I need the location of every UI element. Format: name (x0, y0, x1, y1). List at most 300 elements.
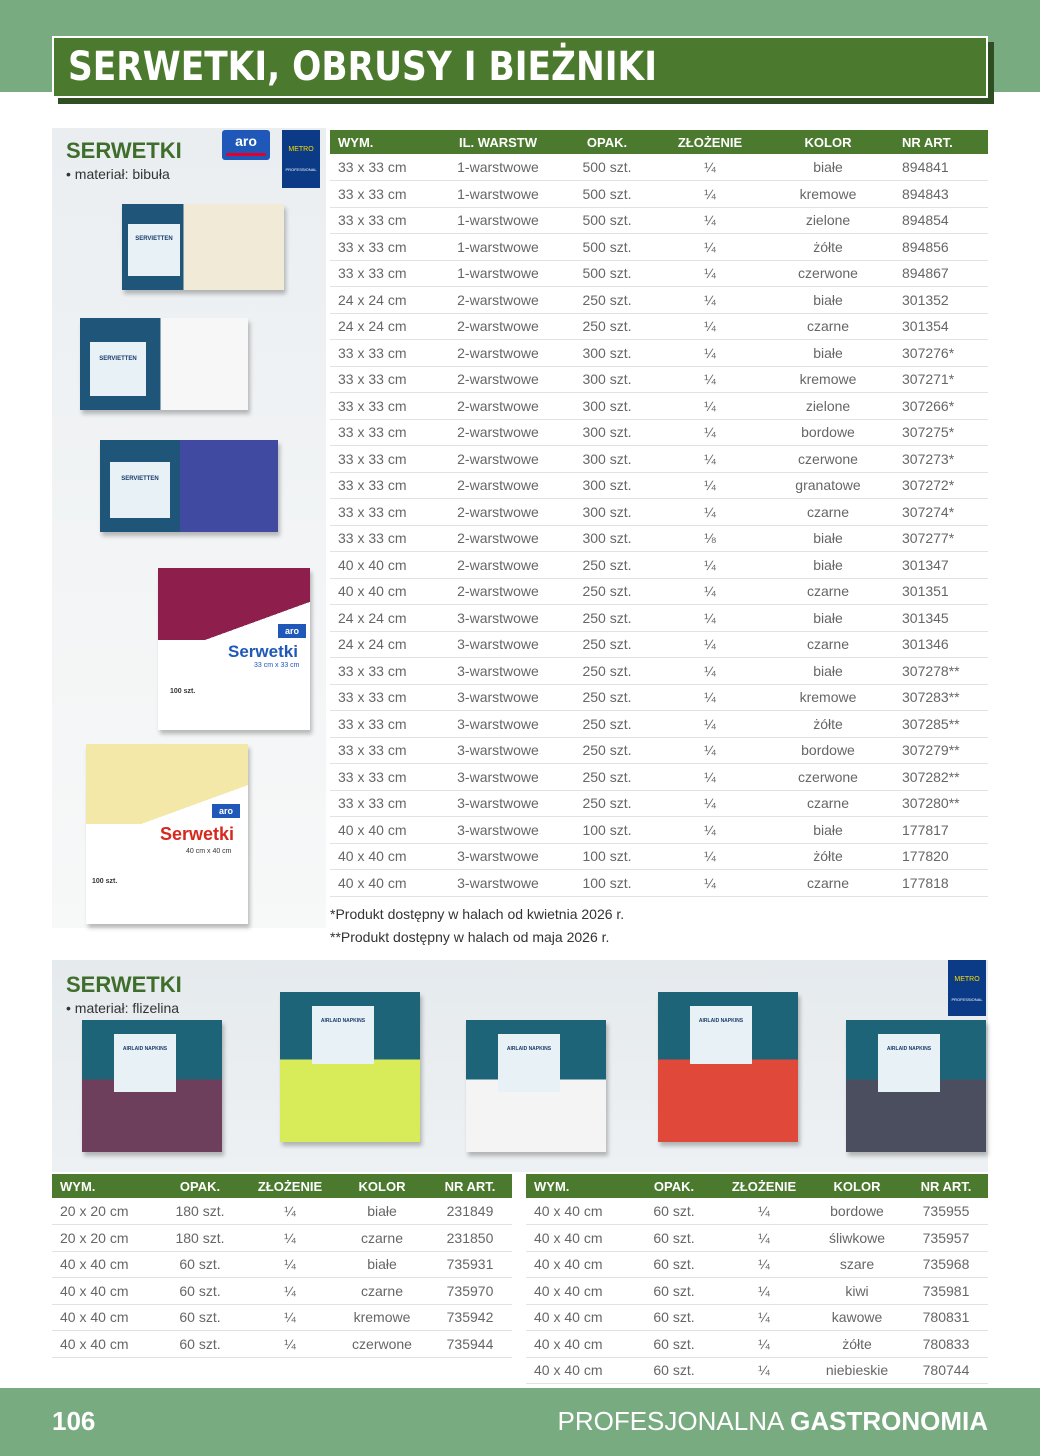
table-cell: 250 szt. (556, 684, 658, 711)
table-cell: białe (762, 605, 894, 632)
table-cell: ¼ (658, 711, 762, 738)
table-cell: 307279** (894, 737, 988, 764)
table-cell: 40 x 40 cm (330, 843, 440, 870)
table-cell: żółte (762, 843, 894, 870)
table-row (330, 287, 988, 314)
metro-logo-sub: PROFESSIONAL (285, 167, 317, 172)
col-header: NR ART. (428, 1174, 512, 1198)
table-row (52, 1225, 512, 1252)
table-cell: ¼ (658, 817, 762, 844)
footnote-may: **Produkt dostępny w halach od maja 2026 r. (330, 929, 610, 945)
table-cell: 1-warstwowe (440, 181, 556, 208)
table-cell: 40 x 40 cm (330, 817, 440, 844)
table-cell: 735981 (904, 1278, 988, 1305)
table-cell: 500 szt. (556, 207, 658, 234)
metro-logo (282, 130, 320, 188)
table-cell: ¼ (658, 313, 762, 340)
pack-label: AIRLAID NAPKINS (690, 1006, 752, 1064)
table-cell: czerwone (336, 1331, 428, 1358)
table-cell: 301354 (894, 313, 988, 340)
table-cell: kiwi (810, 1278, 904, 1305)
table-cell: 307277* (894, 525, 988, 552)
table-cell: białe (762, 525, 894, 552)
table-row (330, 843, 988, 870)
table-cell: 307271* (894, 366, 988, 393)
table-cell: zielone (762, 393, 894, 420)
table-cell: 307278** (894, 658, 988, 685)
table-cell: 2-warstwowe (440, 419, 556, 446)
table-cell: ¼ (658, 764, 762, 791)
table-cell: 33 x 33 cm (330, 684, 440, 711)
section-title: SERWETKI (66, 138, 182, 163)
table-cell: 301352 (894, 287, 988, 314)
airlaid-pack-image (658, 992, 798, 1142)
table-cell: 2-warstwowe (440, 472, 556, 499)
table-row (526, 1278, 988, 1305)
pack-label: SERVIETTEN (128, 224, 180, 276)
table-cell: ¼ (658, 737, 762, 764)
table-header-row (330, 130, 988, 154)
table-cell: 300 szt. (556, 419, 658, 446)
table-cell: 40 x 40 cm (330, 870, 440, 897)
table-cell: 301345 (894, 605, 988, 632)
table-cell: 33 x 33 cm (330, 737, 440, 764)
table-cell: 307280** (894, 790, 988, 817)
table-cell: ¼ (658, 366, 762, 393)
table-cell: 33 x 33 cm (330, 499, 440, 526)
table-cell: ¼ (658, 605, 762, 632)
table-cell: 177817 (894, 817, 988, 844)
table-cell: 40 x 40 cm (330, 578, 440, 605)
table-cell: 307285** (894, 711, 988, 738)
table-cell: bordowe (762, 419, 894, 446)
metro-logo-text: METRO (288, 146, 314, 153)
table-cell: ¼ (244, 1251, 336, 1278)
table-cell: 301351 (894, 578, 988, 605)
table-cell: 60 szt. (156, 1278, 244, 1305)
table-cell: ¼ (658, 870, 762, 897)
pack-name: Serwetki (228, 642, 298, 661)
table-cell: ¼ (244, 1331, 336, 1358)
table-cell: 20 x 20 cm (52, 1198, 156, 1225)
table-cell: czarne (762, 790, 894, 817)
table-row (330, 525, 988, 552)
table-cell: ¼ (244, 1278, 336, 1305)
page-title: SERWETKI, OBRUSY I BIEŻNIKI (68, 44, 658, 90)
table-cell: ¼ (658, 472, 762, 499)
table-row (526, 1251, 988, 1278)
table-cell: 60 szt. (630, 1251, 718, 1278)
table-row (330, 446, 988, 473)
table-cell: ¼ (244, 1304, 336, 1331)
pack-count: 100 szt. (92, 878, 118, 885)
table-cell: ¼ (658, 207, 762, 234)
table-row (330, 870, 988, 897)
table-cell: czarne (762, 578, 894, 605)
table-cell: ¼ (658, 393, 762, 420)
table-cell: 2-warstwowe (440, 525, 556, 552)
table-cell: 3-warstwowe (440, 870, 556, 897)
table-cell: 2-warstwowe (440, 313, 556, 340)
table-cell: 300 szt. (556, 446, 658, 473)
table-cell: ¼ (244, 1225, 336, 1252)
table-cell: 780831 (904, 1304, 988, 1331)
table-cell: 301346 (894, 631, 988, 658)
table-cell: 250 szt. (556, 287, 658, 314)
table-cell: niebieskie (810, 1357, 904, 1384)
table-cell: ¼ (658, 446, 762, 473)
table-cell: 40 x 40 cm (526, 1331, 630, 1358)
aro-pack-logo: aro (278, 624, 306, 638)
col-header: NR ART. (904, 1174, 988, 1198)
table-cell: 33 x 33 cm (330, 154, 440, 181)
table-cell: ¼ (244, 1198, 336, 1225)
table-cell: 60 szt. (630, 1331, 718, 1358)
table-cell: ¼ (718, 1304, 810, 1331)
metro-logo-text: METRO (954, 976, 980, 983)
table-row (52, 1251, 512, 1278)
table-cell: czerwone (762, 260, 894, 287)
table-cell: ¼ (658, 843, 762, 870)
table-cell: 33 x 33 cm (330, 419, 440, 446)
aro-pack-logo: aro (212, 804, 240, 818)
table-cell: 33 x 33 cm (330, 340, 440, 367)
table-row (52, 1198, 512, 1225)
table-cell: 40 x 40 cm (526, 1278, 630, 1305)
table-cell: ¼ (658, 499, 762, 526)
table-cell: białe (762, 340, 894, 367)
table-row (526, 1304, 988, 1331)
table-cell: 250 szt. (556, 578, 658, 605)
table-cell: 307283** (894, 684, 988, 711)
table-cell: ⅛ (658, 525, 762, 552)
table-cell: 500 szt. (556, 234, 658, 261)
table-cell: 60 szt. (630, 1278, 718, 1305)
table-cell: 231850 (428, 1225, 512, 1252)
col-header: WYM. (52, 1174, 156, 1198)
table-cell: 307266* (894, 393, 988, 420)
table-cell: kremowe (762, 181, 894, 208)
table-cell: 250 szt. (556, 737, 658, 764)
table-cell: 307282** (894, 764, 988, 791)
table-row (330, 658, 988, 685)
table-cell: 60 szt. (630, 1357, 718, 1384)
table-row (330, 499, 988, 526)
table-cell: 894867 (894, 260, 988, 287)
table-cell: kremowe (336, 1304, 428, 1331)
table-cell: 40 x 40 cm (52, 1304, 156, 1331)
airlaid-pack-image (466, 1020, 606, 1152)
pack-size: 33 cm x 33 cm (254, 662, 300, 669)
col-header: KOLOR (336, 1174, 428, 1198)
table-row (330, 631, 988, 658)
table-cell: 3-warstwowe (440, 658, 556, 685)
table-cell: 180 szt. (156, 1198, 244, 1225)
airlaid-pack-image (846, 1020, 986, 1152)
col-header: OPAK. (630, 1174, 718, 1198)
table-cell: 177818 (894, 870, 988, 897)
table-cell: 735968 (904, 1251, 988, 1278)
table-cell: 3-warstwowe (440, 605, 556, 632)
col-header: OPAK. (556, 130, 658, 154)
table-cell: 307276* (894, 340, 988, 367)
table-cell: białe (762, 552, 894, 579)
table-cell: czarne (762, 499, 894, 526)
table-row (330, 552, 988, 579)
table-cell: 894856 (894, 234, 988, 261)
table-cell: ¼ (718, 1198, 810, 1225)
product-panel-airlaid (52, 960, 988, 1172)
table-cell: 307272* (894, 472, 988, 499)
col-header: KOLOR (810, 1174, 904, 1198)
col-header: IL. WARSTW (440, 130, 556, 154)
table-cell: 2-warstwowe (440, 499, 556, 526)
table-cell: 40 x 40 cm (526, 1251, 630, 1278)
col-header: WYM. (526, 1174, 630, 1198)
table-cell: 100 szt. (556, 870, 658, 897)
table-cell: 40 x 40 cm (526, 1225, 630, 1252)
table-cell: 3-warstwowe (440, 790, 556, 817)
table-cell: 33 x 33 cm (330, 207, 440, 234)
table-row (330, 605, 988, 632)
table-row (330, 154, 988, 181)
table-cell: ¼ (658, 340, 762, 367)
table-cell: 100 szt. (556, 843, 658, 870)
pack-label: SERVIETTEN (90, 342, 146, 396)
table-cell: 3-warstwowe (440, 737, 556, 764)
pack-label: SERVIETTEN (110, 462, 170, 518)
table-cell: 2-warstwowe (440, 340, 556, 367)
table-cell: 1-warstwowe (440, 234, 556, 261)
aro-logo: aro (222, 130, 270, 160)
table-cell: 20 x 20 cm (52, 1225, 156, 1252)
table-cell: 33 x 33 cm (330, 260, 440, 287)
table-cell: ¼ (658, 260, 762, 287)
product-image-cream (122, 204, 284, 290)
table-cell: 33 x 33 cm (330, 790, 440, 817)
table-cell: 33 x 33 cm (330, 393, 440, 420)
airlaid-pack-image (82, 1020, 222, 1152)
table-cell: czarne (336, 1278, 428, 1305)
table-cell: 250 szt. (556, 658, 658, 685)
product-image-navy (100, 440, 278, 532)
table-cell: 2-warstwowe (440, 287, 556, 314)
airlaid-table-right (526, 1174, 988, 1384)
section-subtitle: • materiał: flizelina (66, 1000, 180, 1016)
pack-label: AIRLAID NAPKINS (114, 1034, 176, 1092)
table-cell: 231849 (428, 1198, 512, 1225)
table-cell: 33 x 33 cm (330, 234, 440, 261)
footer-title-light: PROFESJONALNA (557, 1406, 791, 1436)
table-cell: śliwkowe (810, 1225, 904, 1252)
table-cell: 40 x 40 cm (526, 1357, 630, 1384)
table-cell: bordowe (762, 737, 894, 764)
table-cell: czarne (762, 631, 894, 658)
section-subtitle: • materiał: bibuła (66, 166, 170, 182)
table-cell: zielone (762, 207, 894, 234)
table-row (330, 340, 988, 367)
footer-title (557, 1406, 988, 1437)
table-cell: ¼ (658, 419, 762, 446)
table-cell: granatowe (762, 472, 894, 499)
table-cell: kremowe (762, 684, 894, 711)
table-cell: 250 szt. (556, 605, 658, 632)
table-cell: białe (762, 154, 894, 181)
table-cell: 735942 (428, 1304, 512, 1331)
table-cell: czerwone (762, 446, 894, 473)
table-row (330, 578, 988, 605)
metro-logo-sub: PROFESSIONAL (951, 997, 983, 1002)
table-cell: 33 x 33 cm (330, 446, 440, 473)
table-cell: białe (336, 1251, 428, 1278)
table-cell: 894843 (894, 181, 988, 208)
table-cell: 735957 (904, 1225, 988, 1252)
table-cell: 3-warstwowe (440, 631, 556, 658)
table-cell: 500 szt. (556, 154, 658, 181)
table-cell: 33 x 33 cm (330, 525, 440, 552)
table-cell: 33 x 33 cm (330, 764, 440, 791)
table-cell: 500 szt. (556, 260, 658, 287)
pack-size: 40 cm x 40 cm (186, 848, 232, 855)
table-cell: białe (336, 1198, 428, 1225)
table-cell: ¼ (658, 154, 762, 181)
col-header: NR ART. (894, 130, 988, 154)
table-cell: czarne (336, 1225, 428, 1252)
col-header: ZŁOŻENIE (658, 130, 762, 154)
table-cell: 100 szt. (556, 817, 658, 844)
table-cell: 307274* (894, 499, 988, 526)
table-cell: 307275* (894, 419, 988, 446)
table-cell: 40 x 40 cm (330, 552, 440, 579)
table-header-row (52, 1174, 512, 1198)
table-cell: 177820 (894, 843, 988, 870)
table-cell: żółte (810, 1331, 904, 1358)
table-cell: białe (762, 817, 894, 844)
pack-label: AIRLAID NAPKINS (312, 1006, 374, 1064)
pack-label: AIRLAID NAPKINS (878, 1034, 940, 1092)
table-cell: 894841 (894, 154, 988, 181)
table-cell: 60 szt. (156, 1251, 244, 1278)
product-panel-tissue (52, 128, 326, 928)
table-cell: 300 szt. (556, 340, 658, 367)
pack-label: AIRLAID NAPKINS (498, 1034, 560, 1092)
table-cell: 40 x 40 cm (52, 1278, 156, 1305)
table-cell: 735955 (904, 1198, 988, 1225)
table-cell: 40 x 40 cm (526, 1198, 630, 1225)
table-row (52, 1278, 512, 1305)
table-cell: 735944 (428, 1331, 512, 1358)
col-header: KOLOR (762, 130, 894, 154)
table-cell: ¼ (658, 658, 762, 685)
table-row (330, 472, 988, 499)
table-cell: 33 x 33 cm (330, 366, 440, 393)
table-cell: 300 szt. (556, 366, 658, 393)
table-cell: 180 szt. (156, 1225, 244, 1252)
table-cell: 1-warstwowe (440, 260, 556, 287)
table-header-row (526, 1174, 988, 1198)
title-box (52, 36, 988, 98)
col-header: ZŁOŻENIE (718, 1174, 810, 1198)
table-cell: 735931 (428, 1251, 512, 1278)
table-row (330, 790, 988, 817)
table-cell: szare (810, 1251, 904, 1278)
table-cell: kremowe (762, 366, 894, 393)
table-cell: 24 x 24 cm (330, 605, 440, 632)
table-cell: 2-warstwowe (440, 552, 556, 579)
table-row (52, 1304, 512, 1331)
table-cell: 33 x 33 cm (330, 181, 440, 208)
table-cell: ¼ (718, 1225, 810, 1252)
table-row (330, 737, 988, 764)
table-cell: 24 x 24 cm (330, 631, 440, 658)
table-cell: 3-warstwowe (440, 684, 556, 711)
page-number: 106 (52, 1406, 96, 1436)
table-cell: 500 szt. (556, 181, 658, 208)
table-cell: 1-warstwowe (440, 207, 556, 234)
table-cell: 250 szt. (556, 631, 658, 658)
table-cell: białe (762, 287, 894, 314)
table-row (526, 1198, 988, 1225)
metro-logo (948, 960, 986, 1016)
section-title: SERWETKI (66, 972, 182, 997)
table-cell: ¼ (718, 1278, 810, 1305)
tissue-napkins-table (330, 130, 988, 897)
table-cell: 24 x 24 cm (330, 313, 440, 340)
table-cell: 40 x 40 cm (52, 1331, 156, 1358)
table-cell: 2-warstwowe (440, 393, 556, 420)
table-cell: 60 szt. (630, 1304, 718, 1331)
table-cell: 1-warstwowe (440, 154, 556, 181)
table-row (330, 419, 988, 446)
table-row (330, 260, 988, 287)
table-cell: bordowe (810, 1198, 904, 1225)
footnote-april: *Produkt dostępny w halach od kwietnia 2026 r. (330, 906, 625, 922)
table-cell: ¼ (658, 552, 762, 579)
pack-name: Serwetki (160, 824, 235, 844)
product-image-aro-40 (86, 744, 248, 924)
table-cell: 60 szt. (630, 1225, 718, 1252)
table-cell: 3-warstwowe (440, 817, 556, 844)
table-row (330, 764, 988, 791)
table-row (330, 207, 988, 234)
table-cell: 300 szt. (556, 525, 658, 552)
table-cell: czarne (762, 870, 894, 897)
table-cell: żółte (762, 234, 894, 261)
table-cell: ¼ (658, 234, 762, 261)
product-image-aro-33 (158, 568, 310, 730)
table-cell: 2-warstwowe (440, 578, 556, 605)
table-cell: białe (762, 658, 894, 685)
table-row (52, 1331, 512, 1358)
table-cell: 3-warstwowe (440, 843, 556, 870)
table-cell: 3-warstwowe (440, 764, 556, 791)
table-cell: 300 szt. (556, 499, 658, 526)
airlaid-pack-image (280, 992, 420, 1142)
table-cell: 307273* (894, 446, 988, 473)
table-row (526, 1357, 988, 1384)
table-cell: 2-warstwowe (440, 366, 556, 393)
table-cell: 300 szt. (556, 472, 658, 499)
col-header: OPAK. (156, 1174, 244, 1198)
table-cell: 24 x 24 cm (330, 287, 440, 314)
table-cell: 60 szt. (156, 1331, 244, 1358)
airlaid-table-left (52, 1174, 512, 1358)
table-cell: ¼ (718, 1331, 810, 1358)
table-row (526, 1331, 988, 1358)
table-cell: 33 x 33 cm (330, 472, 440, 499)
table-cell: 780833 (904, 1331, 988, 1358)
table-cell: czarne (762, 313, 894, 340)
